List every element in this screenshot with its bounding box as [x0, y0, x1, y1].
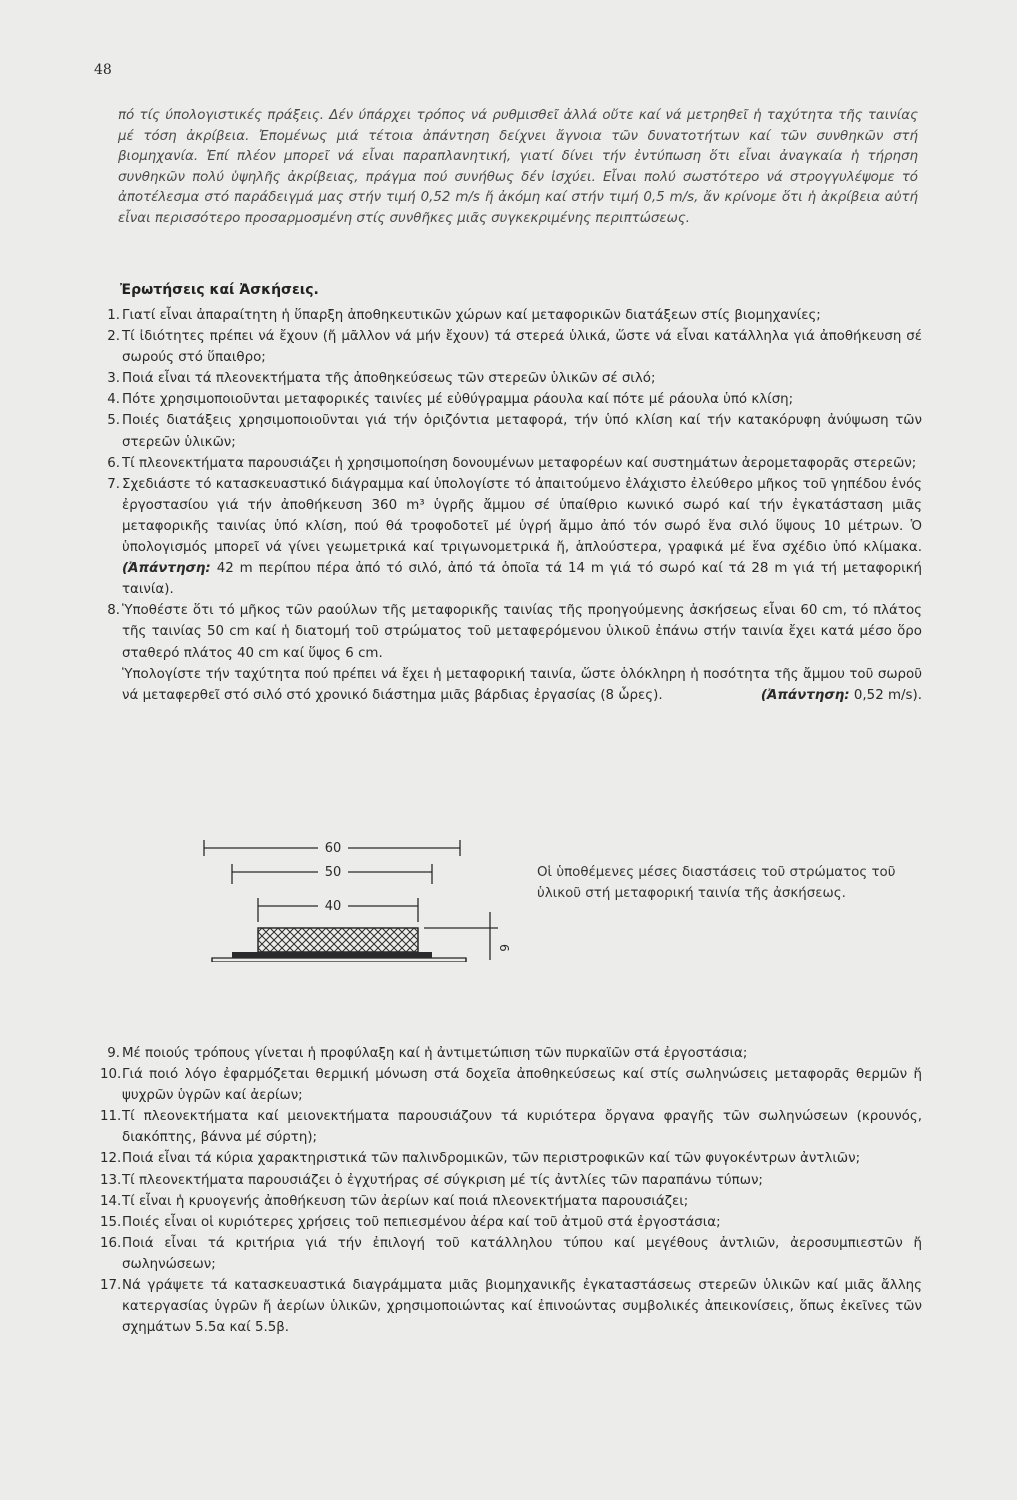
question-number: 17. — [100, 1278, 122, 1294]
q8-text: Ὑποθέστε ὅτι τό μῆκος τῶν ραούλων τῆς μεταφορικῆς ταινίας τῆς προηγούμενης ἀσκήσεως εἶναι 60 cm, τό πλάτος τῆς ταινίας 50 cm καί ἡ διατομή τοῦ στρώματος τοῦ μεταφερόμενου ὑλικοῦ ἐπάνω στήν ταινία ἔχει κατά μέσο ὅρο σταθερό πλάτος 40 cm καί ὕψος 6 cm. — [122, 603, 922, 661]
question-item — [100, 1275, 922, 1338]
dim-50-label: 50 — [324, 865, 342, 880]
question-text: Ποιά εἶναι τά κύρια χαρακτηριστικά τῶν παλινδρομικῶν, τῶν περιστροφικῶν καί τῶν φυγοκέντρων ἀντλιῶν; — [122, 1151, 861, 1167]
question-item — [100, 453, 922, 474]
question-list-a — [100, 305, 922, 706]
q7-answer-text: 42 m περίπου πέρα ἀπό τό σιλό, ἀπό τά ὁποῖα τά 14 m γιά τό σωρό καί τά 28 m γιά τή μεταφορική ταινία). — [122, 561, 922, 598]
question-item — [100, 1191, 922, 1212]
question-item — [100, 305, 922, 326]
question-item — [100, 389, 922, 410]
question-item — [100, 1170, 922, 1191]
question-text: Γιά ποιό λόγο ἐφαρμόζεται θερμική μόνωση στά δοχεῖα ἀποθηκεύσεως καί στίς σωληνώσεις μεταφορᾶς θερμῶν ἤ ψυχρῶν ὑγρῶν καί ἀερίων; — [122, 1067, 922, 1104]
question-item — [100, 1106, 922, 1148]
question-item — [100, 368, 922, 389]
q8-answer-text: 0,52 m/s). — [853, 687, 922, 703]
question-item-8 — [100, 600, 922, 705]
question-number: 1. — [107, 308, 120, 323]
dim-60-label: 60 — [324, 841, 342, 856]
question-text: Πότε χρησιμοποιοῦνται μεταφορικές ταινίες μέ εὐθύγραμμα ράουλα καί πότε μέ ράουλα ὑπό κλίση; — [122, 392, 794, 408]
question-text: Ποιές διατάξεις χρησιμοποιοῦνται γιά τήν ὁριζόντια μεταφορά, τήν ὑπό κλίση καί τήν κατακόρυφη ἀνύψωση τῶν στερεῶν ὑλικῶν; — [122, 413, 922, 450]
question-text — [122, 474, 922, 601]
intro-text: πό τίς ύπολογιστικές πράξεις. Δέν ύπάρχει τρόπος νά ρυθμισθεῖ ἀλλά οὔτε καί νά μετρηθεῖ ἡ ταχύτητα τῆς ταινίας μέ τόση ἀκρίβεια. Ἐπομένως μιά τέτοια ἀπάντηση δείχνει ἄγνοια τῶν δυνατοτήτων καί τῶν συνθηκῶν στή βιομηχανία. Ἐπί πλέον μπορεῖ νά εἶναι παραπλανητική, γιατί δίνει τήν ἐντύπωση ὅτι εἶναι ἀναγκαία ἡ τήρηση συνθηκῶν πολύ ὑψηλῆς ἀκρίβειας, πράγμα πού συνήθως δέν ἰσχύει. Εἶναι πολύ σωστότερο νά στρογγυλέψομε τό ἀποτέλεσμα στό παράδειγμά μας στήν τιμή 0,52 m/s ἤ ἀκόμη καί στήν τιμή 0,5 m/s, ἄν κρίνομε ὅτι ἡ ἀκρίβεια αὐτή εἶναι περισσότερο προσαρμοσμένη στίς συνθῆκες μιᾶς συγκεκριμένης περιπτώσεως. — [118, 108, 918, 226]
question-number: 3. — [107, 371, 120, 387]
question-text: Τί ἰδιότητες πρέπει νά ἔχουν (ἤ μᾶλλον νά μήν ἔχουν) τά στερεά ὑλικά, ὥστε νά εἶναι κατάλληλα γιά ἀποθήκευση σέ σωρούς στό ὕπαιθρο; — [122, 329, 922, 366]
dim-6-label: 6 — [497, 944, 511, 952]
question-text: Γιατί εἶναι ἀπαραίτητη ἡ ὕπαρξη ἀποθηκευτικῶν χώρων καί μεταφορικῶν διατάξεων στίς βιομηχανίες; — [122, 308, 821, 323]
intro-paragraph — [118, 106, 918, 229]
figure-caption: Οἱ ὑποθέμενες μέσες διαστάσεις τοῦ στρώματος τοῦ ὑλικοῦ στή μεταφορική ταινία τῆς ἀσκήσεως. — [537, 865, 896, 901]
question-number: 14. — [100, 1193, 122, 1209]
question-number: 8. — [107, 603, 120, 619]
question-item — [100, 1212, 922, 1233]
q8-answer-label: (Ἀπάντηση: — [760, 687, 850, 703]
question-list-b — [100, 1043, 922, 1338]
question-number: 10. — [100, 1067, 122, 1083]
dim-40-label: 40 — [324, 899, 342, 914]
question-number: 9. — [107, 1046, 120, 1061]
question-text: Ποιά εἶναι τά κριτήρια γιά τήν ἐπιλογή τοῦ κατάλληλου τύπου καί μεγέθους ἀντλιῶν, ἀεροσυμπιεστῶν ἤ σωληνώσεων; — [122, 1235, 922, 1272]
section-heading: Ἐρωτήσεις καί Ἀσκήσεις. — [120, 282, 319, 298]
belt-band — [232, 952, 432, 958]
q7-answer-label: (Ἀπάντηση: — [122, 561, 211, 577]
question-number: 15. — [100, 1214, 122, 1230]
question-number: 16. — [100, 1235, 122, 1251]
question-text: Μέ ποιούς τρόπους γίνεται ἡ προφύλαξη καί ἡ ἀντιμετώπιση τῶν πυρκαϊῶν στά ἐργοστάσια; — [122, 1046, 748, 1061]
question-number: 13. — [100, 1172, 122, 1188]
question-number: 11. — [100, 1109, 122, 1125]
question-item — [100, 1233, 922, 1275]
belt-cross-section-figure — [198, 832, 518, 962]
question-number: 4. — [107, 392, 120, 408]
question-number: 12. — [100, 1151, 122, 1167]
question-number: 5. — [107, 413, 120, 429]
question-text: Τί πλεονεκτήματα παρουσιάζει ὁ ἐγχυτήρας σέ σύγκριση μέ τίς ἀντλίες τῶν παραπάνω τύπων; — [122, 1172, 763, 1188]
question-item — [100, 1043, 922, 1064]
material-layer — [258, 928, 418, 952]
question-item — [100, 1064, 922, 1106]
question-text: Τί πλεονεκτήματα παρουσιάζει ἡ χρησιμοποίηση δονουμένων μεταφορέων καί συστημάτων ἀερομεταφορᾶς στερεῶν; — [122, 455, 917, 471]
question-item — [100, 326, 922, 368]
question-item-7 — [100, 474, 922, 601]
question-number: 7. — [107, 476, 120, 492]
question-number: 2. — [107, 329, 120, 345]
question-text: Τί πλεονεκτήματα καί μειονεκτήματα παρουσιάζουν τά κυριότερα ὄργανα φραγῆς τῶν σωληνώσεων (κρουνός, διακόπτης, βάννα μέ σύρτη); — [122, 1109, 922, 1146]
question-text — [122, 600, 922, 705]
question-text: Νά γράψετε τά κατασκευαστικά διαγράμματα μιᾶς βιομηχανικῆς ἐγκαταστάσεως στερεῶν ὑλικῶν καί μιᾶς ἄλλης κατεργασίας ὑγρῶν ἤ ἀερίων ὑλικῶν, χρησιμοποιώντας καί ἐπινοώντας συμβολικές ἀπεικονίσεις, ὅπως ἐκεῖνες τῶν σχημάτων 5.5α καί 5.5β. — [122, 1278, 922, 1336]
question-text: Ποιά εἶναι τά πλεονεκτήματα τῆς ἀποθηκεύσεως τῶν στερεῶν ὑλικῶν σέ σιλό; — [122, 371, 656, 387]
page-number: 48 — [94, 62, 112, 78]
question-text: Τί εἶναι ἡ κρυογενής ἀποθήκευση τῶν ἀερίων καί ποιά πλεονεκτήματα παρουσιάζει; — [122, 1193, 689, 1209]
question-item — [100, 1148, 922, 1169]
question-text: Ποιές εἶναι οἱ κυριότερες χρήσεις τοῦ πεπιεσμένου ἀέρα καί τοῦ ἀτμοῦ στά ἐργοστάσια; — [122, 1214, 721, 1230]
question-item — [100, 410, 922, 452]
question-number: 6. — [107, 455, 120, 471]
q7-text: Σχεδιάστε τό κατασκευαστικό διάγραμμα καί ὑπολογίστε τό ἀπαιτούμενο ἐλάχιστο ἐλεύθερο μῆκος τοῦ γηπέδου ἑνός ἐργοστασίου γιά τήν ἀποθήκευση 360 m³ ὑγρῆς ἄμμου σέ ὑπαίθριο κωνικό σωρό καί τήν ἐγκατάσταση μιᾶς μεταφορικῆς ταινίας ὑπό κλίση, πού θά τροφοδοτεῖ μέ ὑγρή ἄμμο ἀπό τόν σωρό ἕνα σιλό ὕψους 10 μέτρων. Ὁ ὑπολογισμός μπορεῖ νά γίνει γεωμετρικά καί τριγωνομετρικά ἤ, ἁπλούστερα, γραφικά μέ ἕνα σχέδιο ὑπό κλίμακα. — [122, 476, 922, 556]
q8-text-2: Ὑπολογίστε τήν ταχύτητα πού πρέπει νά ἔχει ἡ μεταφορική ταινία, ὥστε ὁλόκληρη ἡ ποσότητα τῆς ἄμμου τοῦ σωροῦ νά μεταφερθεῖ στό σιλό στό χρονικό διάστημα μιᾶς βάρδιας ἐργασίας (8 ὧρες). — [122, 666, 922, 703]
